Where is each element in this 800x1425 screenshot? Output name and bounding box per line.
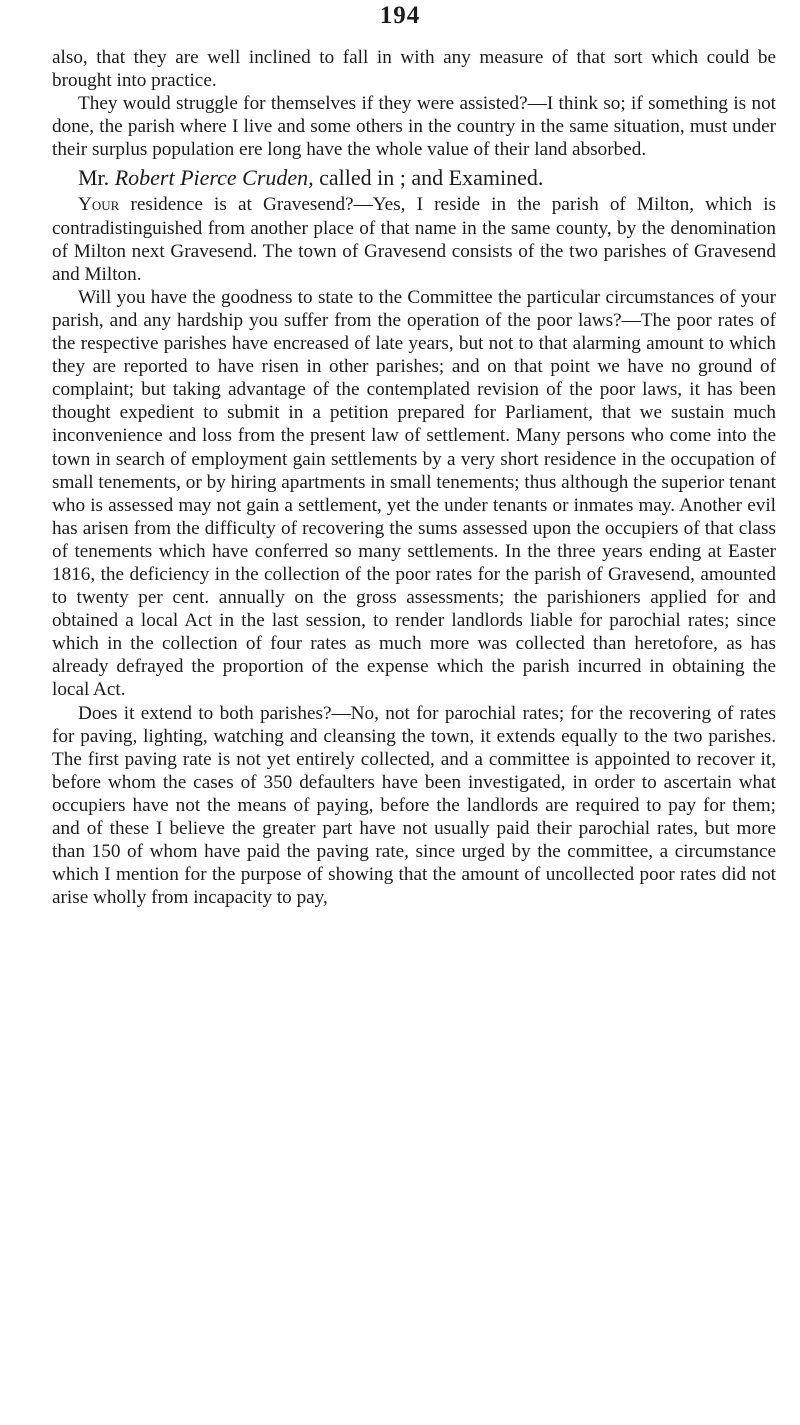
paragraph-lead-word: Your [78, 194, 120, 216]
body-text [52, 46, 776, 909]
paragraph-continuation: also, that they are well inclined to fall in with any measure of that sort which could be brought into practice. [52, 47, 776, 92]
witness-title: Mr. [78, 165, 115, 191]
paragraph-both-parishes: Does it extend to both parishes?—No, not for parochial rates; for the recovering of rates for paving, lighting, watching and cleansing the town, it extends equally to the two parishes. The first paving rate is not yet entirely collected, and a committee is appointed to recover it, before whom the cases of 350 defaulters have been investigated, in order to ascertain what occupiers have not the means of paying, before the landlords are required to pay for them; and of these I believe the greater part have not usually paid their parochial rates, but more than 150 of whom have paid the paving rate, since urged by the committee, a circumstance which I mention for the purpose of showing that the amount of uncollected poor rates did not arise wholly from incapacity to pay, [52, 702, 776, 909]
paragraph-residence-text: residence is at Gravesend?—Yes, I reside in the parish of Milton, which is contradistinguished from another place of that name in the same county, by the denomination of Milton next Gravesend. The town of Gravesend consists of the two parishes of Gravesend and Milton. [52, 194, 776, 285]
paragraph-answer-surplus-population: They would struggle for themselves if they were assisted?—I think so; if something is not done, the parish where I live and some others in the country in the same situation, must under their surplus population ere long have the whole value of their land absorbed. [52, 93, 776, 161]
paragraph-parish-circumstances: Will you have the goodness to state to the Committee the particular circumstances of your parish, and any hardship you suffer from the operation of the poor laws?—The poor rates of the respective parishes have encreased of late years, but not to that alarming amount to which they are reported to have risen in other parishes; and on that point we have no ground of complaint; but taking advantage of the contemplated revision of the poor laws, it has been thought expedient to submit in a petition prepared for Parliament, that we sustain much inconvenience and loss from the present law of settlement. Many persons who come into the town in search of employment gain settlements by a very short residence in the occupation of small tenements, or by hiring apartments in small tenements; thus although the superior tenant who is assessed may not gain a settlement, yet the under tenants or inmates may. Another evil has arisen from the difficulty of recovering the sums assessed upon the occupiers of that class of tenements which have conferred so many settlements. In the three years ending at Easter 1816, the deficiency in the collection of the poor rates for the parish of Gravesend, amounted to twenty per cent. annually on the gross assessments; the parishioners applied for and obtained a local Act in the last session, to render landlords liable for parochial rates; since which in the collection of four rates as much more was collected than heretofore, as has already defrayed the proportion of the expense which the parish incurred in obtaining the local Act. [52, 286, 776, 701]
paragraph-residence [52, 193, 776, 285]
witness-heading [52, 163, 776, 193]
witness-name: Robert Pierce Cruden, [114, 165, 314, 191]
page-number: 194 [379, 2, 421, 29]
witness-called-in: called in ; and Examined. [313, 165, 544, 191]
